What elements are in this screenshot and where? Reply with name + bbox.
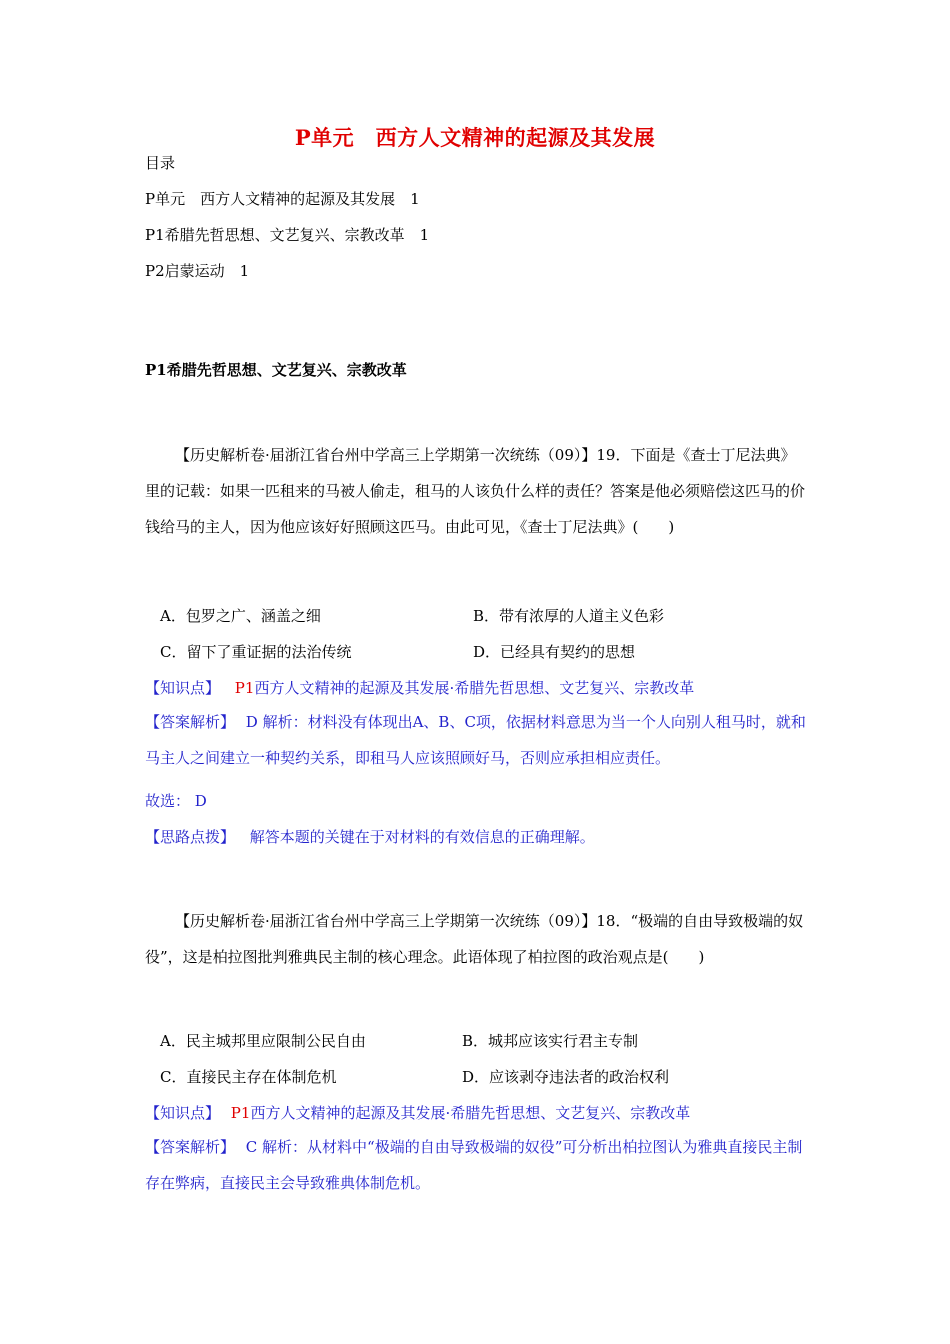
option-b: B．带有浓厚的人道主义色彩: [473, 607, 665, 625]
question-stem: 【历史解析卷·届浙江省台州中学高三上学期第一次统练（09）】18．“极端的自由导致极端的奴役”，这是柏拉图批判雅典民主制的核心理念。此语体现了柏拉图的政治观点是( ): [145, 912, 804, 966]
option-a: A．民主城邦里应限制公民自由: [160, 1032, 366, 1050]
toc-item[interactable]: P单元 西方人文精神的起源及其发展 1: [145, 190, 420, 208]
answer-choice: 故选： D: [145, 792, 207, 810]
answer-label: 【答案解析】: [145, 713, 236, 731]
toc-heading: 目录: [145, 154, 176, 172]
knowledge-label: 【知识点】: [145, 679, 221, 697]
knowledge-text: 西方人文精神的起源及其发展·希腊先哲思想、文艺复兴、宗教改革: [250, 1104, 691, 1122]
answer-text: C 解析：从材料中“极端的自由导致极端的奴役”可分析出柏拉图认为雅典直接民主制存在弊病，直接民主会导致雅典体制危机。: [145, 1138, 803, 1192]
answer-explanation: [145, 704, 815, 776]
toc-item[interactable]: P2启蒙运动 1: [145, 262, 250, 280]
page-title: P单元 西方人文精神的起源及其发展: [294, 125, 656, 150]
toc-item[interactable]: P1希腊先哲思想、文艺复兴、宗教改革 1: [145, 226, 430, 244]
question-stem: 【历史解析卷·届浙江省台州中学高三上学期第一次统练（09）】19．下面是《查士丁尼法典》里的记载：如果一匹租来的马被人偷走，租马的人该负什么样的责任？答案是他必须赔偿这匹马的价钱给马的主人，因为他应该好好照顾这匹马。由此可见，《查士丁尼法典》( ): [145, 446, 806, 536]
option-a: A．包罗之广、涵盖之细: [160, 607, 321, 625]
tip-text: 解答本题的关键在于对材料的有效信息的正确理解。: [249, 828, 595, 846]
answer-text: D 解析：材料没有体现出A、B、C项，依据材料意思为当一个人向别人租马时，就和马主人之间建立一种契约关系，即租马人应该照顾好马，否则应承担相应责任。: [145, 713, 806, 767]
knowledge-label: 【知识点】: [145, 1104, 221, 1122]
knowledge-text: 西方人文精神的起源及其发展·希腊先哲思想、文艺复兴、宗教改革: [254, 679, 695, 697]
knowledge-code: P1: [234, 679, 255, 697]
answer-explanation: [145, 1129, 815, 1201]
option-d: D．应该剥夺违法者的政治权利: [462, 1068, 670, 1086]
tip-label: 【思路点拨】: [145, 828, 236, 846]
option-d: D．已经具有契约的思想: [473, 643, 636, 661]
solution-tip: [145, 826, 595, 847]
option-c: C．留下了重证据的法治传统: [160, 643, 352, 661]
section-heading: P1希腊先哲思想、文艺复兴、宗教改革: [145, 361, 407, 379]
knowledge-point: [145, 1102, 690, 1123]
option-c: C．直接民主存在体制危机: [160, 1068, 337, 1086]
answer-label: 【答案解析】: [145, 1138, 236, 1156]
knowledge-point: [145, 677, 694, 698]
option-b: B．城邦应该实行君主专制: [462, 1032, 639, 1050]
knowledge-code: P1: [230, 1104, 251, 1122]
